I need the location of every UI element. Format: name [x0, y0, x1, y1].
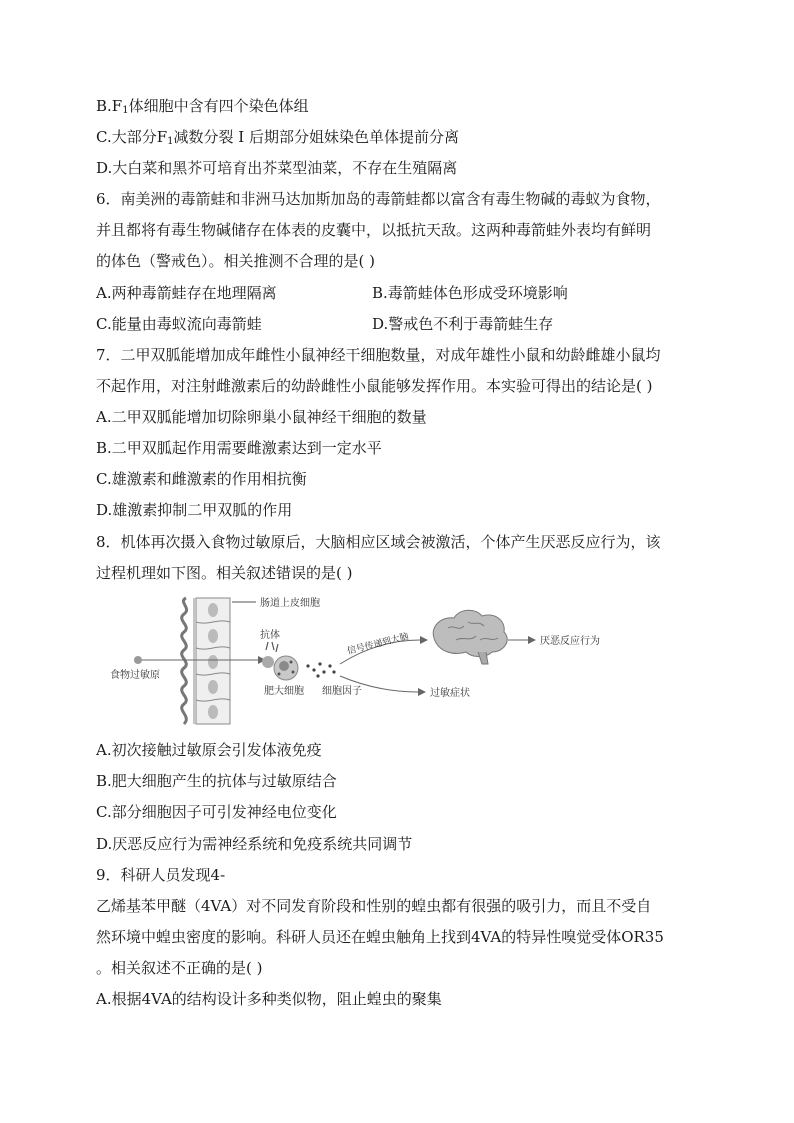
q5-option-d: D.大白菜和黑芥可培育出芥菜型油菜，不存在生殖隔离	[96, 159, 458, 177]
q6-option-a: A.两种毒箭蛙存在地理隔离	[96, 284, 277, 302]
q7-option-a: A.二甲双胍能增加切除卵巢小鼠神经干细胞的数量	[96, 408, 427, 426]
q6-option-d: D.警戒色不利于毒箭蛙生存	[372, 315, 554, 333]
intestinal-epithelium-illustration	[182, 598, 230, 724]
q6-stem-line-3: 的体色（警戒色）。相关推测不合理的是( )	[96, 252, 375, 270]
q6-stem-line-2: 并且都将有毒生物碱储存在体表的皮囊中，以抵抗天敌。这两种毒箭蛙外表均有鲜明	[96, 221, 652, 239]
q7-stem-line-1: 7．二甲双胍能增加成年雌性小鼠神经干细胞数量，对成年雄性小鼠和幼龄雌雄小鼠均	[96, 346, 661, 364]
allergy-mechanism-figure	[108, 592, 608, 730]
q7-option-d: D.雄激素抑制二甲双胍的作用	[96, 501, 293, 519]
q8-option-d: D.厌恶反应行为需神经系统和免疫系统共同调节	[96, 835, 413, 853]
q9-stem-line-4: 。相关叙述不正确的是( )	[96, 959, 263, 977]
q7-stem-line-2: 不起作用，对注射雌激素后的幼龄雌性小鼠能够发挥作用。本实验可得出的结论是( )	[96, 377, 653, 395]
q7-option-c: C.雄激素和雌激素的作用相抗衡	[96, 470, 307, 488]
q6-option-c: C.能量由毒蚁流向毒箭蛙	[96, 315, 262, 333]
q9-stem-line-3: 然环境中蝗虫密度的影响。科研人员还在蝗虫触角上找到4VA的特异性嗅觉受体OR35	[96, 928, 664, 946]
label-cytokine: 细胞因子	[322, 686, 362, 697]
q8-stem-line-2: 过程机理如下图。相关叙述错误的是( )	[96, 564, 353, 582]
q7-option-b: B.二甲双胍起作用需要雌激素达到一定水平	[96, 439, 382, 457]
q6-option-b: B.毒箭蛙体色形成受环境影响	[372, 284, 568, 302]
cytokine-dots	[306, 662, 335, 677]
q9-stem-line-1: 9．科研人员发现4-	[96, 866, 226, 884]
label-food-allergen: 食物过敏原	[110, 670, 160, 681]
label-signal-to-brain: 信号传递到大脑	[346, 631, 410, 657]
allergen-dot	[134, 656, 142, 664]
label-mast-cell: 肥大细胞	[264, 686, 304, 697]
label-aversion-behavior: 厌恶反应行为	[540, 636, 600, 647]
q9-option-a: A.根据4VA的结构设计多种类似物，阻止蝗虫的聚集	[96, 990, 442, 1008]
q9-stem-line-2: 乙烯基苯甲醚（4VA）对不同发育阶段和性别的蝗虫都有很强的吸引力，而且不受自	[96, 897, 652, 915]
brain-icon	[433, 610, 507, 664]
q5-option-b: $B.F_1$体细胞中含有四个染色体组	[96, 97, 309, 116]
antibody-complex-icon	[262, 656, 274, 668]
q6-stem-line-1: 6．南美洲的毒箭蛙和非洲马达加斯加岛的毒箭蛙都以富含有毒生物碱的毒蚁为食物，	[96, 190, 661, 208]
label-antibody: 抗体	[260, 630, 280, 641]
q8-stem-line-1: 8．机体再次摄入食物过敏原后，大脑相应区域会被激活，个体产生厌恶反应行为，该	[96, 533, 661, 551]
q8-option-c: C.部分细胞因子可引发神经电位变化	[96, 803, 337, 821]
q5-option-c: C.大部分$F_1$减数分裂 I 后期部分姐妹染色单体提前分离	[96, 128, 459, 147]
q8-option-b: B.肥大细胞产生的抗体与过敏原结合	[96, 772, 337, 790]
label-allergy-symptom: 过敏症状	[430, 688, 470, 699]
label-intestinal-epithelial-cell: 肠道上皮细胞	[260, 598, 320, 609]
q8-option-a: A.初次接触过敏原会引发体液免疫	[96, 741, 322, 759]
